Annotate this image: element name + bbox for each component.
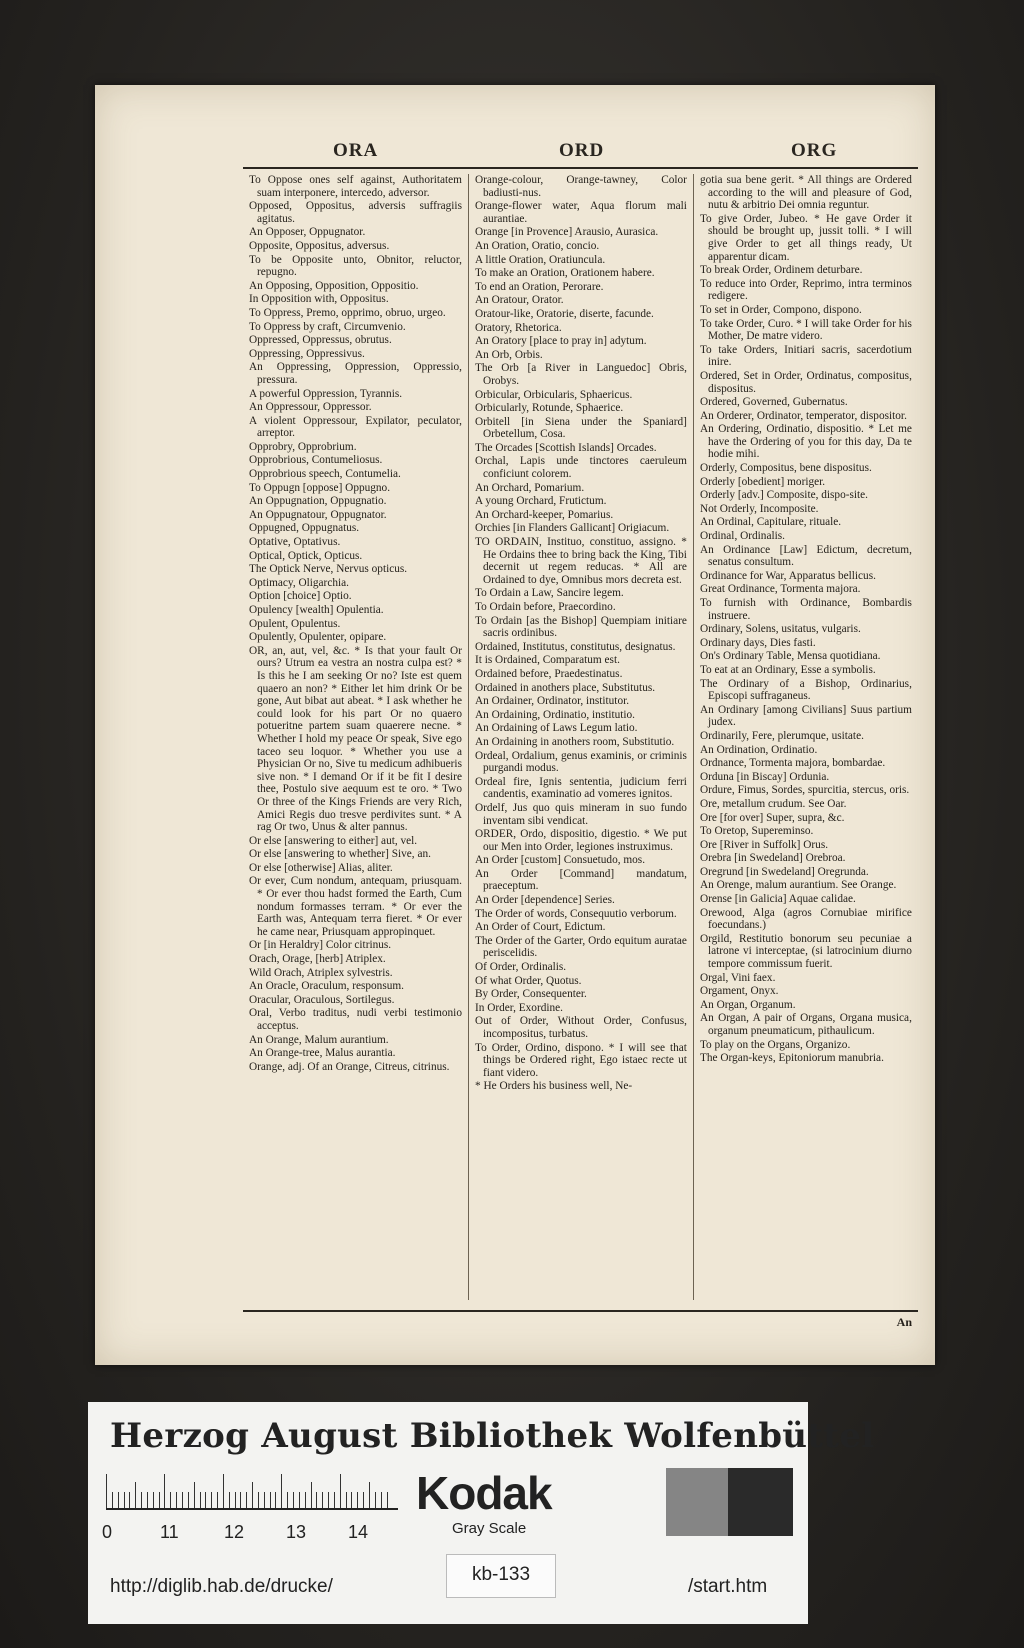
dictionary-entry: Great Ordinance, Tormenta majora. (699, 583, 861, 596)
dictionary-entry: To reduce into Order, Reprimo, intra terminos redigere. (699, 277, 912, 303)
ruler-tick (346, 1492, 347, 1508)
ruler-tick (387, 1492, 388, 1508)
ruler-tick (223, 1474, 224, 1508)
header-rule (243, 167, 918, 169)
dictionary-entry: The Order of words, Consequutio verborum. (474, 907, 677, 920)
dictionary-entry: To Oppose ones self against, Authoritatem suam interponere, intercedo, adversor. (249, 174, 462, 199)
dictionary-columns (243, 174, 918, 1300)
dictionary-entry: An Orb, Orbis. (474, 348, 543, 361)
dictionary-entry: Orebra [in Swedeland] Orebroa. (699, 852, 846, 865)
dictionary-entry: An Ordination, Ordinatio. (699, 743, 818, 756)
dictionary-entry: Or else [answering to whether] Sive, an. (249, 848, 431, 861)
dictionary-entry: Opulent, Opulentus. (249, 617, 341, 630)
ruler-tick (217, 1492, 218, 1508)
ruler-tick (281, 1474, 282, 1508)
dictionary-entry: To eat at an Ordinary, Esse a symbolis. (699, 663, 876, 676)
dictionary-entry: Opprobrious speech, Contumelia. (249, 468, 401, 481)
dictionary-entry: Orgament, Onyx. (699, 985, 779, 998)
dictionary-entry: An Opposing, Opposition, Oppositio. (249, 279, 419, 292)
dictionary-entry: Ordinary days, Dies fasti. (699, 636, 816, 649)
ruler-tick (118, 1492, 119, 1508)
ruler-label: 13 (286, 1522, 307, 1542)
dictionary-entry: Not Orderly, Incomposite. (699, 502, 819, 515)
dictionary-entry: An Oracle, Oraculum, responsum. (249, 980, 404, 993)
dictionary-entry: Opulently, Opulenter, opipare. (249, 631, 387, 644)
dictionary-entry: Oppugned, Oppugnatus. (249, 522, 360, 535)
url-left: http://diglib.hab.de/drucke/ (110, 1576, 333, 1597)
column-right (693, 174, 918, 1300)
dictionary-entry: Or ever, Cum nondum, antequam, priusquam. * Or ever thou hadst formed the Earth, Cum nondum formasses terram. * Or ever the Earth was, Antequam terra fieret. * Or ever he came near, Priusquam appropinquet. (249, 875, 462, 938)
dictionary-entry: Wild Orach, Atriplex sylvestris. (249, 966, 393, 979)
dictionary-entry: Opposite, Oppositus, adversus. (249, 239, 390, 252)
ruler-tick (124, 1492, 125, 1508)
ruler-tick (194, 1482, 195, 1508)
dictionary-entry: Of Order, Ordinalis. (474, 961, 567, 974)
dictionary-entry: An Oration, Oratio, concio. (474, 239, 600, 252)
dictionary-entry: Ordeal, Ordalium, genus examinis, or criminis purgandi modus. (474, 749, 687, 775)
dictionary-entry: Orange-colour, Orange-tawney, Color badiusti-nus. (474, 174, 687, 199)
dictionary-entry: Orduna [in Biscay] Ordunia. (699, 770, 830, 783)
page-text-block (243, 140, 918, 1330)
gray-scale-label: Gray Scale (452, 1520, 527, 1537)
ruler-tick (264, 1492, 265, 1508)
ruler-tick (375, 1492, 376, 1508)
dictionary-entry: An Organ, Organum. (699, 998, 796, 1011)
dictionary-entry: To end an Oration, Perorare. (474, 280, 604, 293)
dictionary-entry: To set in Order, Compono, dispono. (699, 303, 862, 316)
dictionary-entry: Orense [in Galicia] Aquae calidae. (699, 893, 856, 906)
column-middle (468, 174, 693, 1300)
ruler-tick (328, 1492, 329, 1508)
dictionary-entry: To break Order, Ordinem deturbare. (699, 264, 863, 277)
dictionary-entry: An Ordinary [among Civilians] Suus partium judex. (699, 703, 912, 729)
dictionary-entry: An Oratour, Orator. (474, 294, 564, 307)
ruler-tick (153, 1492, 154, 1508)
dictionary-entry: Ordelf, Jus quo quis mineram in suo fundo inventam sibi vendicat. (474, 801, 687, 827)
ruler-tick (322, 1492, 323, 1508)
dictionary-entry: Ordained in anothers place, Substitutus. (474, 681, 656, 694)
dictionary-entry: Orange [in Provence] Arausio, Aurasica. (474, 226, 659, 239)
dictionary-entry: Optative, Optativus. (249, 536, 341, 549)
dictionary-entry: An Oppressing, Oppression, Oppressio, pressura. (249, 361, 462, 386)
ruler-tick (258, 1492, 259, 1508)
dictionary-entry: Oregrund [in Swedeland] Oregrunda. (699, 865, 869, 878)
dictionary-entry: Orbitell [in Siena under the Spaniard] Orbetellum, Cosa. (474, 415, 687, 441)
dictionary-entry: An Oratory [place to pray in] adytum. (474, 335, 647, 348)
ruler-tick (275, 1492, 276, 1508)
ruler-tick (293, 1492, 294, 1508)
ruler-tick (112, 1492, 113, 1508)
dictionary-entry: Orach, Orage, [herb] Atriplex. (249, 953, 386, 966)
ruler-tick (141, 1492, 142, 1508)
dictionary-entry: An Orange, Malum aurantium. (249, 1033, 389, 1046)
dictionary-entry: An Ordering, Ordinatio, dispositio. * Let me have the Ordering of you for this day, Da te hodie mihi. (699, 423, 912, 461)
dictionary-entry: Opprobry, Opprobrium. (249, 440, 357, 453)
dictionary-entry: To Oppugn [oppose] Oppugno. (249, 481, 391, 494)
dictionary-entry: Orderly, Compositus, bene dispositus. (699, 462, 872, 475)
dictionary-entry: An Organ, A pair of Organs, Organa musica, organum pneumaticum, pithaulicum. (699, 1012, 912, 1037)
dictionary-entry: To furnish with Ordinance, Bombardis instruere. (699, 597, 912, 622)
ruler-tick (159, 1492, 160, 1508)
dictionary-entry: To Ordain before, Praecordino. (474, 601, 616, 613)
ruler-tick (176, 1492, 177, 1508)
running-head-right: ORG (791, 140, 838, 161)
dictionary-entry: To play on the Organs, Organizo. (699, 1038, 851, 1051)
dictionary-entry: Oratory, Rhetorica. (474, 321, 562, 334)
ruler-tick (170, 1492, 171, 1508)
dictionary-entry: An Ordainer, Ordinator, institutor. (474, 695, 630, 708)
dictionary-entry: By Order, Consequenter. (474, 988, 587, 1001)
dictionary-entry: It is Ordained, Comparatum est. (474, 654, 620, 667)
dictionary-entry: The Orcades [Scottish Islands] Orcades. (474, 441, 657, 454)
dictionary-entry: Ordered, Set in Order, Ordinatus, compositus, dispositus. (699, 369, 912, 395)
dictionary-entry: The Orb [a River in Languedoc] Obris, Orobys. (474, 362, 687, 387)
dictionary-entry: Ore [River in Suffolk] Orus. (699, 838, 829, 851)
dictionary-entry: Ordeal fire, Ignis sententia, judicium ferri candentis, examinatio ad vomeres ignitos. (474, 775, 687, 801)
ruler-tick (246, 1492, 247, 1508)
catchword: An (896, 1315, 912, 1329)
dictionary-entry: To give Order, Jubeo. * He gave Order it should be brought up, jussit tolli. * I will give Order to get all things ready, Ut apparentur dicam. (699, 212, 912, 263)
ruler-tick (381, 1492, 382, 1508)
dictionary-entry: Or else [answering to either] aut, vel. (249, 834, 418, 847)
ruler-label: 14 (348, 1522, 369, 1542)
dictionary-entry: A young Orchard, Frutictum. (474, 495, 607, 508)
dictionary-entry: To take Order, Curo. * I will take Order for his Mother, De matre videro. (699, 317, 912, 343)
dictionary-entry: Oppressed, Oppressus, obrutus. (249, 334, 392, 347)
dictionary-entry: Ordained, Institutus, constitutus, designatus. (474, 640, 676, 653)
footer-rule (243, 1310, 918, 1312)
ruler-tick (240, 1492, 241, 1508)
dictionary-entry: Ordained before, Praedestinatus. (474, 667, 623, 680)
dictionary-entry: Orchies [in Flanders Gallicant] Origiacum. (474, 522, 670, 535)
ruler-tick (334, 1492, 335, 1508)
ruler-tick (311, 1482, 312, 1508)
dictionary-entry: Orchal, Lapis unde tinctores caeruleum conficiunt colorem. (474, 455, 687, 481)
dictionary-entry: Out of Order, Without Order, Confusus, incompositus, turbatus. (474, 1015, 687, 1040)
ruler-tick (340, 1474, 341, 1508)
dictionary-entry: An Orderer, Ordinator, temperator, dispositor. (699, 409, 907, 422)
ruler-tick (305, 1492, 306, 1508)
dictionary-entry: gotia sua bene gerit. * All things are Ordered according to the will and pleasure of God, nutu & arbitrio Dei omnia reguntur. (699, 174, 912, 212)
dictionary-entry: Or else [otherwise] Alias, aliter. (249, 861, 393, 874)
dictionary-entry: A powerful Oppression, Tyrannis. (249, 387, 403, 400)
dictionary-entry: An Order of Court, Edictum. (474, 921, 606, 934)
running-head-middle: ORD (559, 140, 605, 161)
dictionary-entry: An Oppressour, Oppressor. (249, 401, 372, 414)
dictionary-entry: Orange, adj. Of an Orange, Citreus, citrinus. (249, 1060, 450, 1073)
dictionary-entry: Ordinal, Ordinalis. (699, 530, 785, 543)
ruler-tick (369, 1482, 370, 1508)
ruler-tick (357, 1492, 358, 1508)
ruler-tick (147, 1492, 148, 1508)
dictionary-entry: Orgal, Vini faex. (699, 971, 776, 984)
dictionary-entry: Ordinance for War, Apparatus bellicus. (699, 569, 876, 582)
dictionary-entry: Orderly [adv.] Composite, dispo-site. (699, 489, 869, 502)
dictionary-entry: Oppressing, Oppressivus. (249, 347, 365, 360)
dictionary-entry: An Oppugnatour, Oppugnator. (249, 508, 387, 521)
dictionary-entry: Orderly [obedient] moriger. (699, 475, 826, 488)
book-page (95, 85, 935, 1365)
dictionary-entry: Or [in Heraldry] Color citrinus. (249, 939, 392, 952)
dictionary-entry: * He Orders his business well, Ne- (474, 1080, 633, 1093)
dictionary-entry: Option [choice] Optio. (249, 590, 352, 603)
dictionary-entry: Opposed, Oppositus, adversis suffragiis agitatus. (249, 200, 462, 225)
ruler-tick (229, 1492, 230, 1508)
dictionary-entry: Ordnance, Tormenta majora, bombardae. (699, 757, 886, 770)
ruler-tick (106, 1474, 107, 1508)
dictionary-entry: A little Oration, Oratiuncula. (474, 253, 606, 266)
dictionary-entry: Orange-flower water, Aqua florum mali aurantiae. (474, 200, 687, 225)
ruler-tick (182, 1492, 183, 1508)
dictionary-entry: Orbicularly, Rotunde, Sphaerice. (474, 402, 624, 415)
dictionary-entry: Opprobrious, Contumeliosus. (249, 454, 383, 467)
running-head-left: ORA (333, 140, 379, 161)
ruler-label: 12 (224, 1522, 245, 1542)
dictionary-entry: Optimacy, Oligarchia. (249, 576, 349, 589)
ruler-tick (188, 1492, 189, 1508)
dictionary-entry: OR, an, aut, vel, &c. * Is that your fault Or ours? Utrum ea vestra an nostra culpa est? * Is this he I am seeking Or no? Iste est quem quaero an non? * Either let him drink Or be gone, Aut bibat aut abeat. * I ask whether he could look for his part Or no quaero potueritne partem suam quaerere necne. * Whether I hold my peace Or speak, Sive ego taceo seu loquor. * Whether you use a Physician Or no, Sive tu medicum adhibueris sive non. * I demand Or if it be fit I desire thee, Postulo sive aequum est te oro. * Two Or three of the Kings Friends are very Rich, Amici Regis duo tresve perdivites sunt. * A rag Or two, Unus & alter pannus. (249, 644, 462, 834)
dictionary-entry: To be Opposite unto, Obnitor, reluctor, repugno. (249, 253, 462, 279)
ruler-tick (200, 1492, 201, 1508)
dictionary-entry: Oracular, Oraculous, Sortilegus. (249, 993, 395, 1006)
dictionary-entry: To Ordain [as the Bishop] Quempiam initiare sacris ordinibus. (474, 614, 687, 640)
dictionary-entry: Ordinarily, Fere, plerumque, usitate. (699, 729, 864, 742)
dictionary-entry: In Order, Exordine. (474, 1001, 563, 1014)
kodak-logo: Kodak (416, 1467, 552, 1519)
dictionary-entry: An Oppugnation, Oppugnatio. (249, 495, 387, 508)
ruler-tick (164, 1474, 165, 1508)
ruler-tick (135, 1482, 136, 1508)
dictionary-entry: To take Orders, Initiari sacris, sacerdotium inire. (699, 343, 912, 369)
ruler-tick (205, 1492, 206, 1508)
dictionary-entry: Opulency [wealth] Opulentia. (249, 604, 384, 616)
dictionary-entry: The Optick Nerve, Nervus opticus. (249, 563, 408, 576)
ruler-tick (299, 1492, 300, 1508)
ruler-tick (252, 1482, 253, 1508)
shelf-code: kb-133 (446, 1554, 556, 1598)
dictionary-entry: An Orchard, Pomarium. (474, 481, 585, 494)
ruler-tick (129, 1492, 130, 1508)
column-left (243, 174, 468, 1300)
ruler-tick (211, 1492, 212, 1508)
dictionary-entry: An Order [custom] Consuetudo, mos. (474, 854, 646, 867)
dictionary-entry: An Orchard-keeper, Pomarius. (474, 508, 614, 521)
dictionary-entry: Ordered, Governed, Gubernatus. (699, 396, 848, 409)
dictionary-entry: To Oppress, Premo, opprimo, obruo, urgeo. (249, 306, 446, 319)
dictionary-entry: Optical, Optick, Opticus. (249, 549, 363, 562)
dictionary-entry: The Organ-keys, Epitoniorum manubria. (699, 1052, 884, 1065)
gray-swatch-mid (666, 1468, 728, 1536)
dictionary-entry: Orbicular, Orbicularis, Sphaericus. (474, 388, 633, 401)
dictionary-entry: Oral, Verbo traditus, nudi verbi testimonio acceptus. (249, 1007, 462, 1032)
ruler-tick (316, 1492, 317, 1508)
dictionary-entry: An Order [Command] mandatum, praeceptum. (474, 867, 687, 893)
dictionary-entry: An Ordaining, Ordinatio, institutio. (474, 708, 635, 721)
dictionary-entry: In Opposition with, Oppositus. (249, 293, 389, 306)
dictionary-entry: ORDER, Ordo, dispositio, digestio. * We put our Men into Order, legiones instruximus. (474, 828, 687, 853)
ruler-tick (235, 1492, 236, 1508)
dictionary-entry: The Ordinary of a Bishop, Ordinarius, Episcopi suffraganeus. (699, 677, 912, 703)
dictionary-entry: To Ordain a Law, Sancire legem. (474, 587, 624, 600)
dictionary-entry: An Ordinance [Law] Edictum, decretum, senatus consultum. (699, 543, 912, 569)
dictionary-entry: Ore, metallum crudum. See Oar. (699, 797, 847, 810)
dictionary-entry: Orewood, Alga (agros Cornubiae mirifice foecundans.) (699, 906, 912, 932)
dictionary-entry: To Oppress by craft, Circumvenio. (249, 320, 406, 333)
dictionary-entry: An Opposer, Oppugnator. (249, 226, 366, 239)
dictionary-entry: TO ORDAIN, Instituo, constituo, assigno. * He Ordains thee to bring back the King, Tibi decernit ut regem reducas. * All are Ordained to dye, Omnibus mors decreta est. (474, 536, 687, 586)
dictionary-entry: Oratour-like, Oratorie, diserte, facunde. (474, 307, 654, 320)
dictionary-entry: On's Ordinary Table, Mensa quotidiana. (699, 650, 881, 663)
ruler-tick (351, 1492, 352, 1508)
dictionary-entry: Orgild, Restitutio bonorum seu pecuniae a latrone vi interceptae, (si latrocinium diurno tempore commissum fuerit. (699, 932, 912, 971)
dictionary-entry: An Ordaining in anothers room, Substitutio. (474, 735, 675, 748)
ruler-label: 0 (102, 1522, 113, 1542)
ruler-tick (363, 1492, 364, 1508)
dictionary-entry: An Ordinal, Capitulare, rituale. (699, 516, 842, 529)
dictionary-entry: To make an Oration, Orationem habere. (474, 267, 655, 280)
url-right: /start.htm (688, 1576, 768, 1597)
ruler-tick (287, 1492, 288, 1508)
dictionary-entry: Ore [for over] Super, supra, &c. (699, 811, 845, 824)
dictionary-entry: To Oretop, Supereminso. (699, 825, 814, 838)
ruler-tick (270, 1492, 271, 1508)
dictionary-entry: Ordure, Fimus, Sordes, spurcitia, stercus, oris. (699, 784, 910, 797)
dictionary-entry: An Orange-tree, Malus aurantia. (249, 1047, 396, 1060)
dictionary-entry: An Ordaining of Laws Legum latio. (474, 722, 638, 735)
library-name: Herzog August Bibliothek Wolfenbüttel (110, 1416, 875, 1456)
dictionary-entry: Of what Order, Quotus. (474, 974, 582, 987)
ruler-label: 11 (160, 1522, 179, 1542)
dictionary-entry: To Order, Ordino, dispono. * I will see that things be Ordered right, Ego istaec recte ut fiant videro. (474, 1041, 687, 1079)
dictionary-entry: An Order [dependence] Series. (474, 894, 615, 907)
scan-target-strip (88, 1402, 875, 1624)
dictionary-entry: A violent Oppressour, Expilator, peculator, arreptor. (249, 414, 462, 440)
gray-swatch-dark (728, 1468, 793, 1536)
dictionary-entry: An Orenge, malum aurantium. See Orange. (699, 879, 897, 892)
scale-ruler (106, 1472, 398, 1510)
dictionary-entry: The Order of the Garter, Ordo equitum auratae periscelidis. (474, 934, 687, 960)
dictionary-entry: Ordinary, Solens, usitatus, vulgaris. (699, 623, 861, 636)
